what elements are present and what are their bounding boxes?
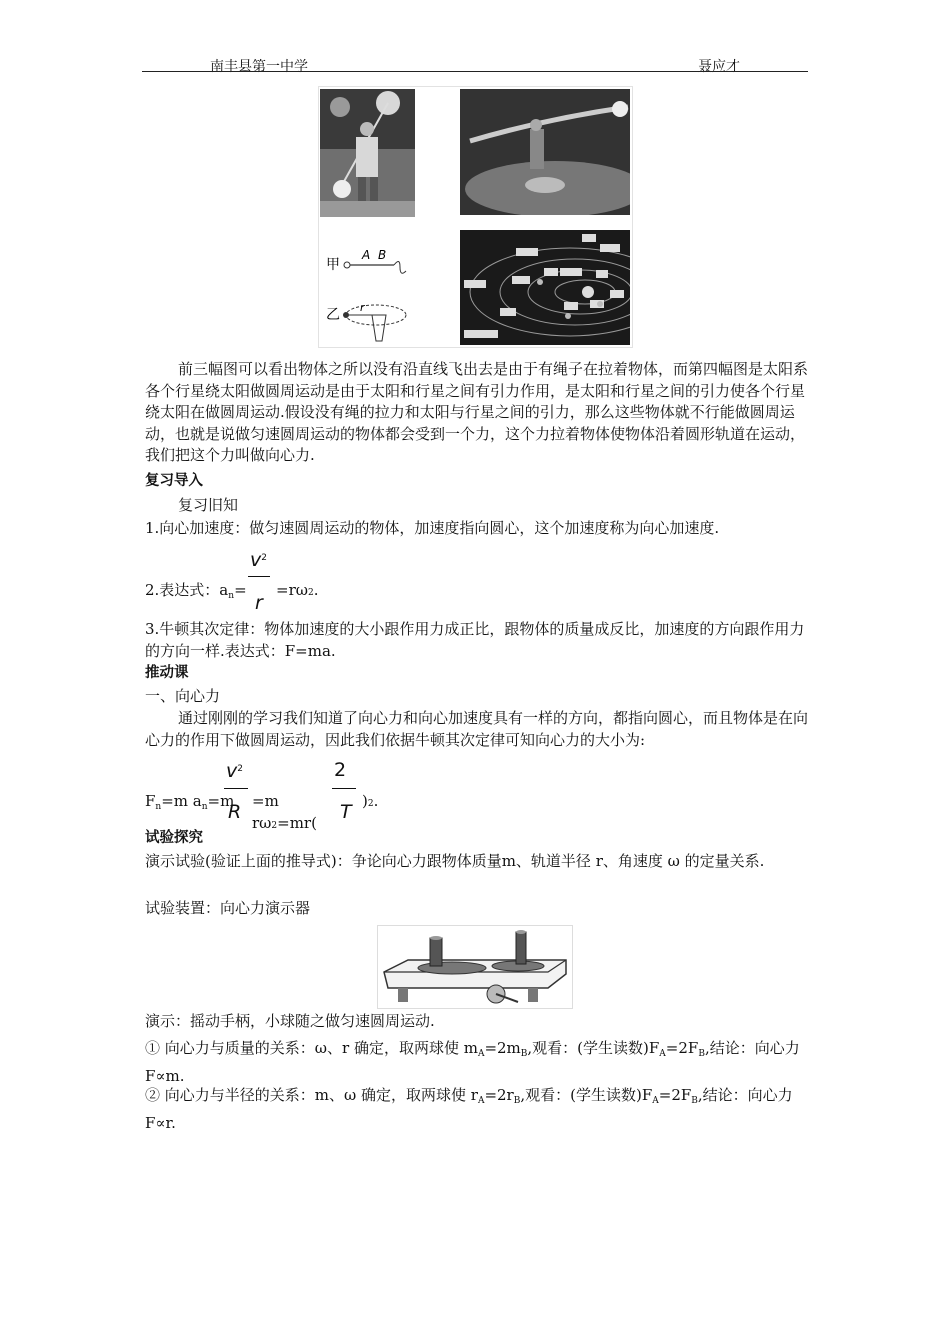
rel1-sub-d: B [698, 1049, 705, 1059]
section-experiment-title: 试验探究 [145, 830, 203, 846]
rel2-text-d: =2F [658, 1086, 692, 1104]
rel2-sub-a: A [477, 1096, 485, 1106]
f2-mid1: =m a [161, 792, 202, 810]
item2-tail-exp: 2 [307, 588, 314, 598]
section-review-title: 复习导入 [145, 473, 203, 489]
item2-num-exp: 2 [261, 553, 267, 563]
item2-den: r [255, 592, 263, 614]
header-author: 聂应才 [698, 59, 740, 75]
subsection-centripetal-force: 一、向心力 [145, 687, 221, 705]
item-centripetal-acceleration: 1.向心加速度：做匀速圆周运动的物体，加速度指向圆心，这个加速度称为向心加速度. [145, 519, 720, 537]
rel2-sub-d: B [691, 1096, 698, 1106]
f2-end: . [373, 792, 379, 810]
f2-f: F [145, 792, 156, 810]
photo-rope-performer [320, 89, 415, 217]
rel1-text-d: =2F [665, 1039, 699, 1057]
diagram-solar-system [460, 230, 630, 345]
f2-close-exp: 2 [367, 799, 374, 809]
section-lesson-title: 推动课 [145, 665, 189, 681]
f2-mid3: =m rω [252, 792, 279, 832]
paragraph-force-derivation: 通过刚刚的学习我们知道了向心力和向心加速度具有一样的方向，都指向圆心，而且物体是在向心力的作用下做圆周运动，因此我们依据牛顿其次定律可知向心力的大小为: [145, 709, 809, 749]
photo-spinning-performer [460, 89, 630, 215]
f2-mid4: =mr( [277, 813, 317, 832]
rel1-text-c: ,观看：(学生读数)F [527, 1039, 660, 1057]
f2-fraction-bar [224, 788, 248, 789]
demo-crank-text: 演示：摇动手柄，小球随之做匀速圆周运动. [145, 1012, 435, 1030]
label-yi: 乙 [326, 307, 340, 323]
apparatus-text: 试验装置：向心力演示器 [145, 899, 311, 917]
figure-collage [318, 86, 633, 348]
diagram-jia-yi [320, 227, 450, 345]
label-r: r [360, 301, 365, 314]
f2-num: v [226, 760, 238, 782]
f2-close: ) [362, 792, 368, 810]
item-newton-second-law: 3.牛顿其次定律：物体加速度的大小跟作用力成正比，跟物体的质量成反比，加速度的方向跟作用力的方向一样.表达式：F=ma. [145, 620, 805, 660]
item2-prefix: 2.表达式：a [145, 581, 229, 599]
intro-paragraph: 前三幅图可以看出物体之所以没有沿直线飞出去是由于有绳子在拉着物体，而第四幅图是太阳系各个行星绕太阳做圆周运动是由于太阳和行星之间有引力作用，是太阳和行星之间的引力使各个行星绕太阳在做圆周运动.假设没有绳的拉力和太阳与行星之间的引力，那么这些物体就不行能做圆周运动，也就是说做匀速圆周运动的物体都会受到一个力，这个力拉着物体使物体沿着圆形轨道在运动，我们把这个力叫做向心力. [145, 360, 809, 464]
rel1-text-b: =2m [484, 1039, 521, 1057]
f2-num-exp: 2 [237, 764, 243, 774]
f2-a-sub: n [201, 802, 208, 812]
f2-mid3-exp: 2 [271, 820, 278, 831]
f2-f-sub: n [155, 802, 162, 812]
label-a: A [362, 248, 371, 262]
review-subtitle: 复习旧知 [178, 496, 239, 514]
header-rule [142, 71, 808, 72]
rel2-text-c: ,观看：(学生读数)F [520, 1086, 653, 1104]
rel2-text-a: ② 向心力与半径的关系：m、ω 确定，取两球使 r [145, 1086, 478, 1104]
figure-centripetal-apparatus [377, 925, 573, 1009]
item2-fraction-bar [248, 576, 270, 577]
item2-eq: = [234, 581, 247, 599]
relation-radius [145, 1085, 810, 1134]
f2-den2: T [340, 801, 352, 823]
rel2-text-e: ,结论：向心力 F∝r. [145, 1086, 793, 1132]
rel1-text-e: ,结论：向心力 F∝m. [145, 1039, 800, 1085]
rel1-sub-a: A [477, 1049, 485, 1059]
rel2-text-b: =2r [484, 1086, 514, 1104]
f2-fraction-bar-2 [332, 788, 356, 789]
f2-mid2: =m [207, 792, 235, 810]
rel1-sub-c: A [659, 1049, 666, 1059]
item2-num: v [250, 549, 262, 571]
header-school: 南丰县第一中学 [210, 59, 308, 75]
f2-num2: 2 [334, 759, 347, 781]
f2-den: R [228, 801, 242, 823]
relation-mass [145, 1038, 810, 1087]
rel2-sub-c: A [652, 1096, 659, 1106]
item2-tail: =rω [276, 581, 308, 599]
item2-sub: n [228, 591, 235, 601]
label-jia: 甲 [326, 257, 340, 273]
rel1-text-a: ① 向心力与质量的关系：ω、r 确定，取两球使 m [145, 1039, 478, 1057]
rel1-sub-b: B [520, 1049, 528, 1059]
demo-experiment-text: 演示试验(验证上面的推导式)：争论向心力跟物体质量m、轨道半径 r、角速度 ω 的定量关系. [145, 852, 765, 870]
item2-tail-end: . [313, 581, 319, 599]
label-b: B [378, 248, 387, 262]
rel2-sub-b: B [513, 1096, 521, 1106]
